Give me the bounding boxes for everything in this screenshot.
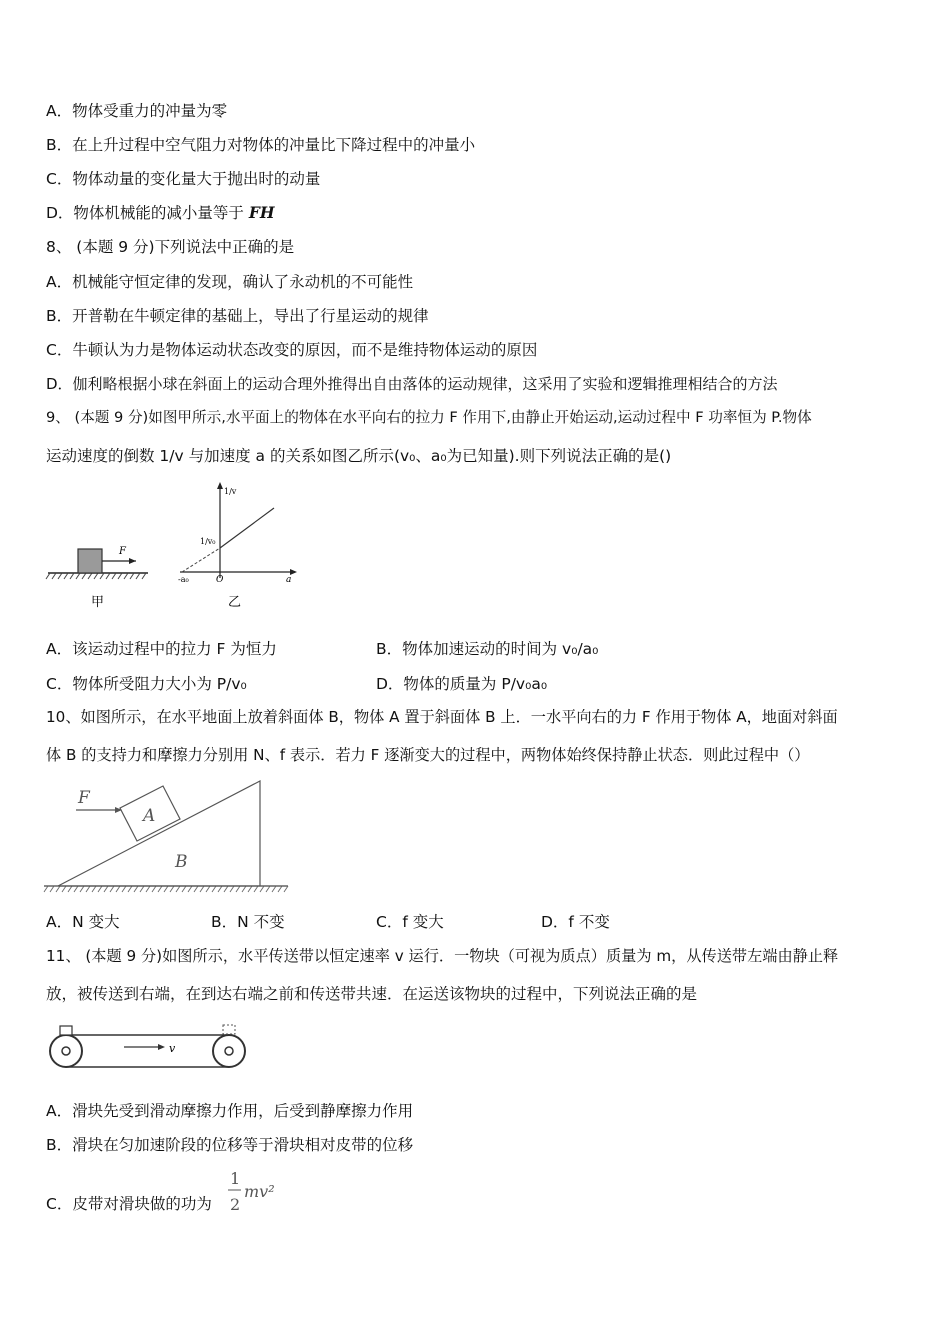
q8-option-d: D．伽利略根据小球在斜面上的运动合理外推得出自由落体的运动规律，这采用了实验和逻辑推理相结合的方法 <box>46 375 778 393</box>
q11-option-c-formula <box>224 1167 284 1219</box>
q7-option-d-text: D．物体机械能的减小量等于 <box>46 204 244 222</box>
q7-option-a: A．物体受重力的冲量为零 <box>46 102 228 120</box>
q11-stem-line1: 11、 (本题 9 分)如图所示，水平传送带以恒定速率 v 运行．一物块（可视为质点）质量为 m，从传送带左端由静止释 <box>46 947 839 965</box>
q10-option-d: D．f 不变 <box>541 913 610 931</box>
q11-frac-den: 2 <box>230 1195 241 1214</box>
q9-label-neg-a0: -a₀ <box>178 575 189 584</box>
q9-figure-jia <box>46 546 148 610</box>
q7-option-d <box>46 203 275 223</box>
q9-block <box>78 549 102 573</box>
q11-block <box>60 1026 72 1035</box>
q9-label-inv-v0: 1/v₀ <box>200 537 216 546</box>
q8-option-c: C．牛顿认为力是物体运动状态改变的原因，而不是维持物体运动的原因 <box>46 341 538 359</box>
q10-option-a: A．N 变大 <box>46 913 120 931</box>
q11-block-dashed <box>223 1025 235 1034</box>
q11-option-b: B．滑块在匀加速阶段的位移等于滑块相对皮带的位移 <box>46 1136 414 1154</box>
q9-option-d: D．物体的质量为 P/v₀a₀ <box>376 675 548 693</box>
q10-label-B: B <box>175 852 188 872</box>
q7-option-d-math: FH <box>248 203 275 222</box>
q8-option-a: A．机械能守恒定律的发现，确认了永动机的不可能性 <box>46 273 414 291</box>
q9-stem-line2: 运动速度的倒数 1/v 与加速度 a 的关系如图乙所示(v₀、a₀为已知量).则下列说法正确的是() <box>46 447 672 465</box>
q11-option-a: A．滑块先受到滑动摩擦力作用，后受到静摩擦力作用 <box>46 1102 414 1120</box>
q10-stem-line2: 体 B 的支持力和摩擦力分别用 N、f 表示．若力 F 逐渐变大的过程中，两物体始终保持静止状态．则此过程中（） <box>46 746 810 764</box>
q9-label-a: a <box>286 575 292 585</box>
q9-figure <box>40 478 310 613</box>
q9-option-a: A．该运动过程中的拉力 F 为恒力 <box>46 640 277 658</box>
q10-figure <box>40 775 290 900</box>
q9-label-O: O <box>216 575 224 585</box>
q11-option-c: C．皮带对滑块做的功为 <box>46 1195 212 1213</box>
q7-option-b: B．在上升过程中空气阻力对物体的冲量比下降过程中的冲量小 <box>46 136 476 154</box>
q10-label-F: F <box>78 788 90 808</box>
q9-option-b: B．物体加速运动的时间为 v₀/a₀ <box>376 640 599 658</box>
q10-stem-line1: 10、如图所示，在水平地面上放着斜面体 B，物体 A 置于斜面体 B 上．一水平向右的力 F 作用于物体 A，地面对斜面 <box>46 708 838 726</box>
q9-label-jia: 甲 <box>91 595 105 610</box>
q11-stem-line2: 放，被传送到右端，在到达右端之前和传送带共速．在运送该物块的过程中，下列说法正确的是 <box>46 985 698 1003</box>
q9-figure-yi <box>178 482 297 610</box>
q9-label-yi: 乙 <box>228 595 242 610</box>
q9-label-inv-v: 1/v <box>224 487 237 496</box>
q8-option-b: B．开普勒在牛顿定律的基础上，导出了行星运动的规律 <box>46 307 429 325</box>
q9-label-F: F <box>119 546 126 557</box>
q9-stem-line1: 9、 (本题 9 分)如图甲所示,水平面上的物体在水平向右的拉力 F 作用下,由静止开始运动,运动过程中 F 功率恒为 P.物体 <box>46 409 812 426</box>
q11-formula-expr: mv² <box>244 1182 275 1201</box>
q10-option-c: C．f 变大 <box>376 913 444 931</box>
q9-option-c: C．物体所受阻力大小为 P/v₀ <box>46 675 247 693</box>
q11-frac-num: 1 <box>230 1169 241 1188</box>
q8-stem: 8、 (本题 9 分)下列说法中正确的是 <box>46 238 295 256</box>
q11-figure <box>44 1022 254 1077</box>
q7-option-c: C．物体动量的变化量大于抛出时的动量 <box>46 170 321 188</box>
q10-option-b: B．N 不变 <box>211 913 285 931</box>
q10-label-A: A <box>143 806 156 826</box>
q11-label-v: v <box>169 1042 176 1055</box>
